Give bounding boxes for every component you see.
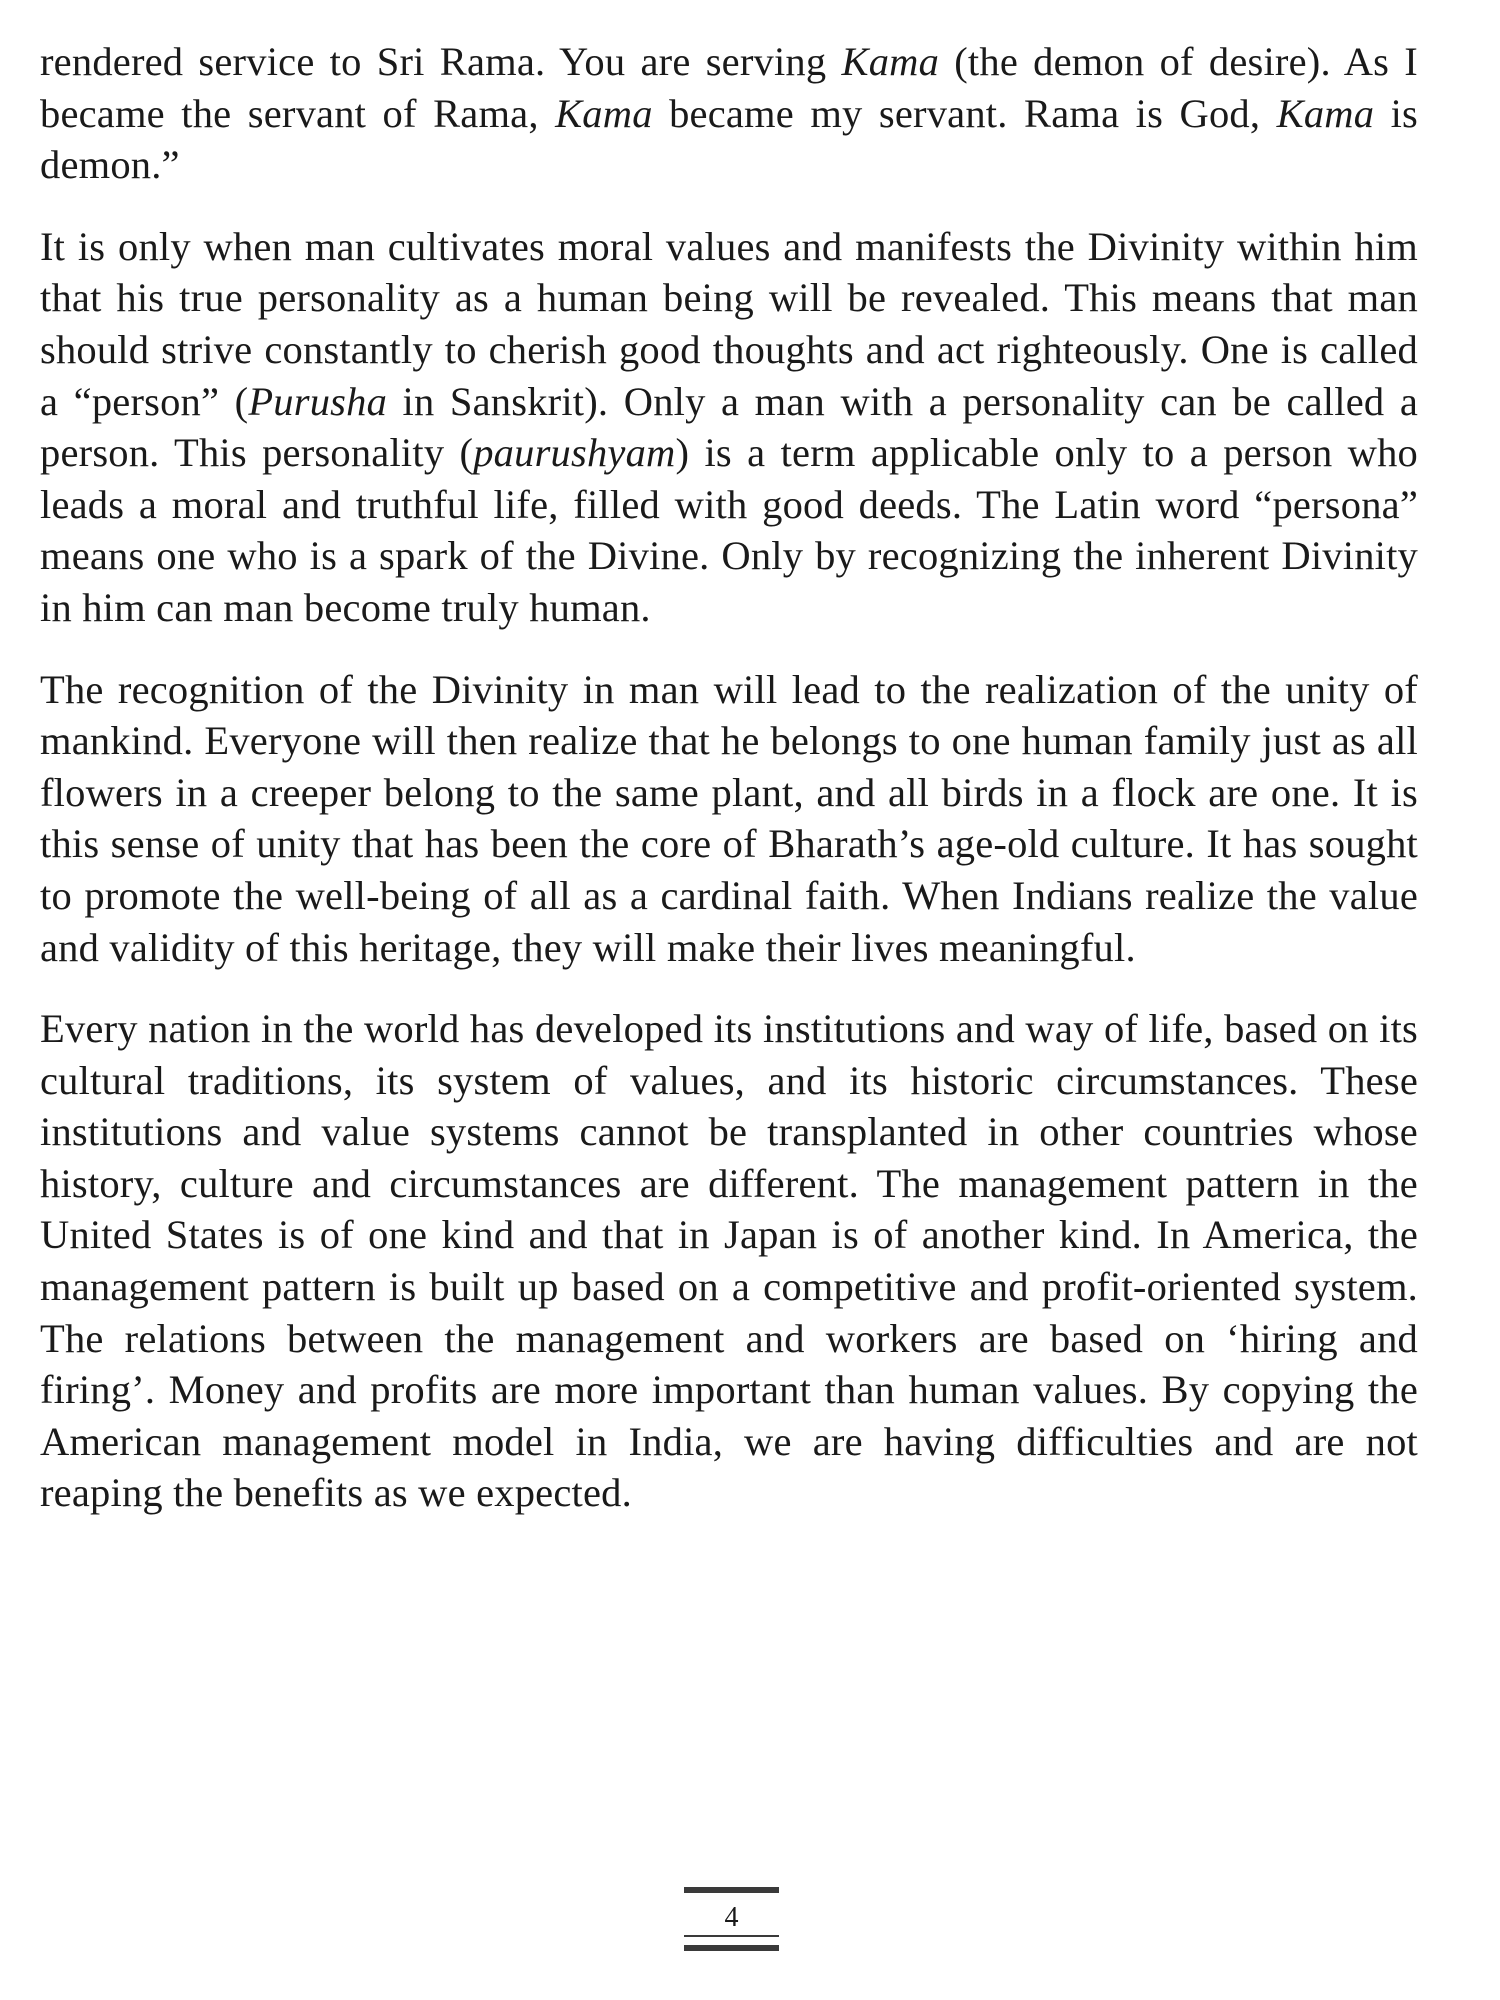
text-run: ) is a term applicable only to a person who leads a moral and truthful life, filled with good deeds. The Latin word “persona” means one who is a spark of the Divine. Only by recognizing the inherent Divinity in him can man become truly human. <box>40 430 1419 630</box>
paragraph-2 <box>40 221 1418 634</box>
page-body <box>40 36 1418 1549</box>
footer-rule-top <box>684 1887 779 1893</box>
italic-term: Purusha <box>248 378 388 424</box>
footer-rule-bottom <box>684 1945 779 1951</box>
italic-term: Kama <box>841 39 940 84</box>
text-run: Every nation in the world has developed its institutions and way of life, based on its cultural traditions, its system of values, and its historic circumstances. These institutions and value systems cannot be transplanted in other countries whose history, culture and circumstances are different. The management pattern in the United States is of one kind and that in Japan is of another kind. In America, the management pattern is built up based on a competitive and profit-oriented system. The relations between the management and workers are based on ‘hiring and firing’. Money and profits are more important than human values. By copying the American management model in India, we are having difficulties and are not reaping the benefits as we expected. <box>40 1006 1418 1516</box>
page-number: 4 <box>684 1903 779 1937</box>
text-run: in Sanskrit). Only a man with a personality can be called a person. This personality ( <box>40 378 1418 476</box>
paragraph-3 <box>40 664 1418 974</box>
italic-term: paurushyam <box>473 430 676 476</box>
text-run: (the demon of desire). As I became the servant of Rama, <box>40 39 1418 136</box>
text-run: rendered service to Sri Rama. You are serving <box>40 39 842 84</box>
paragraph-4 <box>40 1003 1418 1519</box>
text-run: The recognition of the Divinity in man will lead to the realization of the unity of mankind. Everyone will then realize that he belongs to one human family just as all flowers in a creeper belong to the same plant, and all birds in a flock are one. It is this sense of unity that has been the core of Bharath’s age-old culture. It has sought to promote the well-being of all as a cardinal faith. When Indians realize the value and validity of this heritage, they will make their lives meaningful. <box>40 666 1418 970</box>
text-run: It is only when man cultivates moral values and manifests the Divinity within him that his true personality as a human being will be revealed. This means that man should strive constantly to cherish good thoughts and act righteously. One is called a “person” ( <box>40 223 1418 424</box>
text-run: became my servant. Rama is God, <box>652 90 1277 136</box>
page-footer <box>684 1887 779 1951</box>
paragraph-1 <box>40 36 1418 191</box>
text-run: is demon.” <box>40 90 1419 188</box>
italic-term: Kama <box>1276 90 1375 136</box>
italic-term: Kama <box>555 90 653 136</box>
